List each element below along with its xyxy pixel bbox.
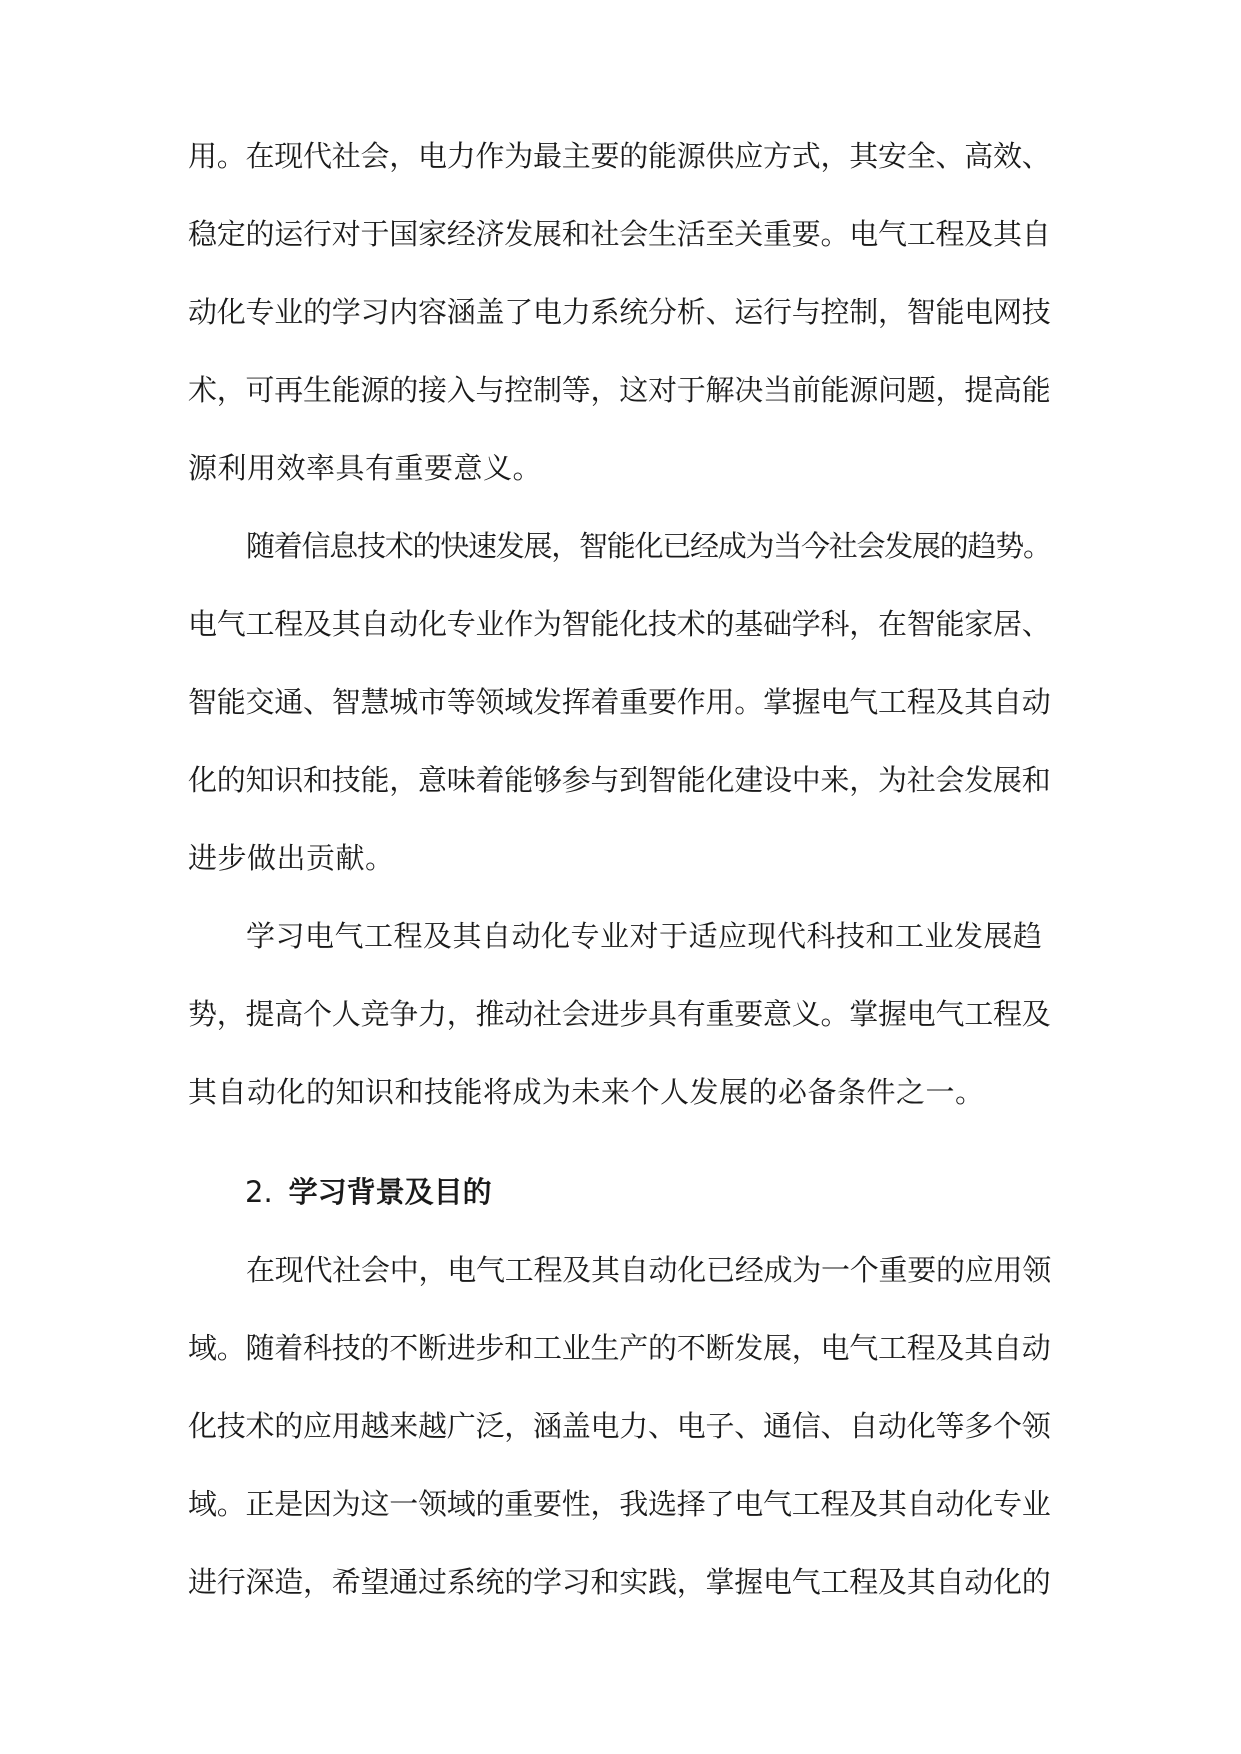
- paragraph-4-line-5: 进行深造，希望通过系统的学习和实践，掌握电气工程及其自动化的: [188, 1565, 1051, 1599]
- paragraph-3-line-2: 势，提高个人竞争力，推动社会进步具有重要意义。掌握电气工程及: [188, 997, 1051, 1031]
- paragraph-4-line-2: 域。随着科技的不断进步和工业生产的不断发展，电气工程及其自动: [188, 1331, 1051, 1365]
- section-number: 2.: [245, 1175, 273, 1209]
- paragraph-1-line-5: 源利用效率具有重要意义。: [188, 451, 543, 485]
- paragraph-2-line-5: 进步做出贡献。: [188, 841, 395, 875]
- paragraph-2-line-3: 智能交通、智慧城市等领域发挥着重要作用。掌握电气工程及其自动: [188, 685, 1051, 719]
- paragraph-2-line-2: 电气工程及其自动化专业作为智能化技术的基础学科，在智能家居、: [188, 607, 1051, 641]
- paragraph-2-line-4: 化的知识和技能，意味着能够参与到智能化建设中来，为社会发展和: [188, 763, 1051, 797]
- paragraph-3-line-3: 其自动化的知识和技能将成为未来个人发展的必备条件之一。: [188, 1075, 985, 1109]
- paragraph-3-line-1: 学习电气工程及其自动化专业对于适应现代科技和工业发展趋: [246, 919, 1043, 953]
- paragraph-4-line-3: 化技术的应用越来越广泛，涵盖电力、电子、通信、自动化等多个领: [188, 1409, 1051, 1443]
- section-title: 学习背景及目的: [288, 1175, 492, 1209]
- paragraph-4-line-1: 在现代社会中，电气工程及其自动化已经成为一个重要的应用领: [246, 1253, 1052, 1287]
- paragraph-1-line-2: 稳定的运行对于国家经济发展和社会生活至关重要。电气工程及其自: [188, 217, 1051, 251]
- paragraph-1-line-1: 用。在现代社会，电力作为最主要的能源供应方式，其安全、高效、: [188, 139, 1051, 173]
- section-heading: [245, 1172, 492, 1212]
- paragraph-2-line-1: 随着信息技术的快速发展，智能化已经成为当今社会发展的趋势。: [246, 529, 1051, 563]
- paragraph-4-line-4: 域。正是因为这一领域的重要性，我选择了电气工程及其自动化专业: [188, 1487, 1051, 1521]
- paragraph-1-line-4: 术，可再生能源的接入与控制等，这对于解决当前能源问题，提高能: [188, 373, 1051, 407]
- paragraph-1-line-3: 动化专业的学习内容涵盖了电力系统分析、运行与控制，智能电网技: [188, 295, 1051, 329]
